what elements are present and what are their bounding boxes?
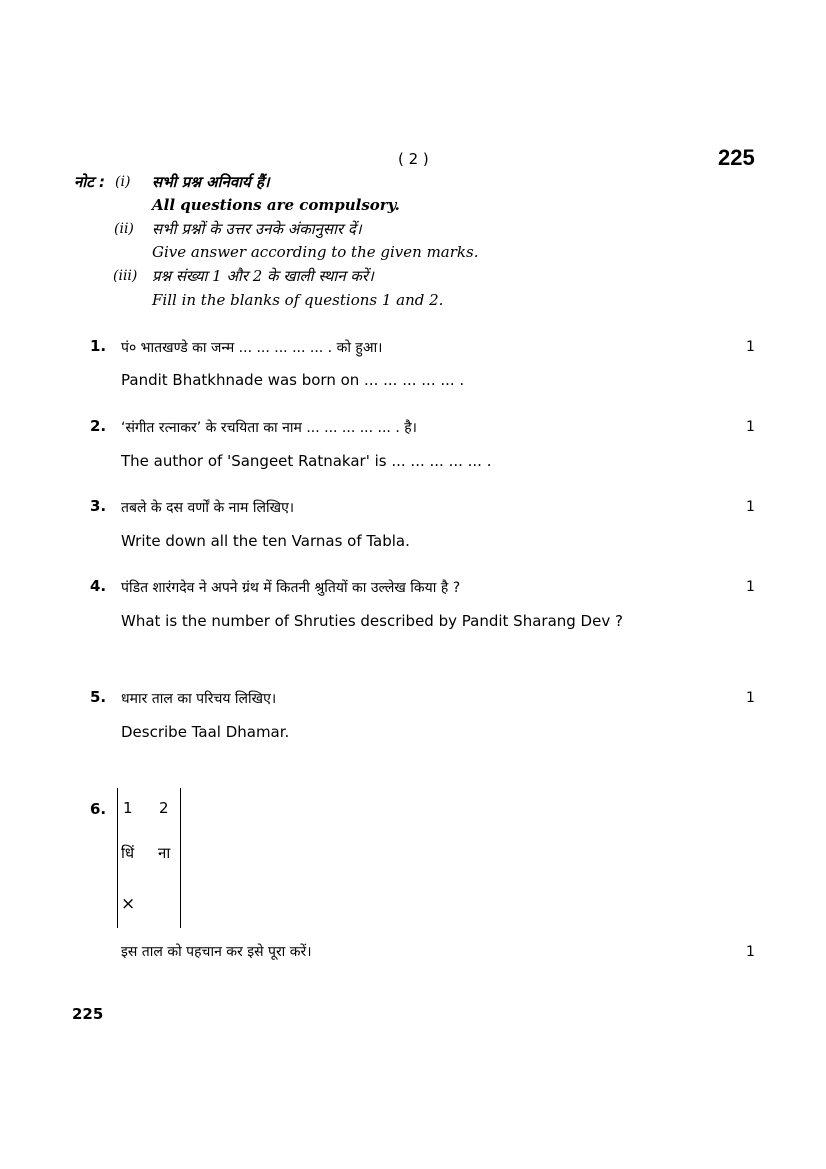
note-3-hindi: प्रश्न संख्या 1 और 2 के खाली स्थान करें। [152,267,374,285]
question-1-english: Pandit Bhatkhnade was born on ... ... ... ... ... . [121,371,465,389]
note-1-english: All questions are compulsory. [152,196,400,214]
question-3-number: 3. [90,497,107,515]
question-6-marks: 1 [746,944,755,960]
note-label: नोट : [74,173,105,191]
question-3-marks: 1 [746,499,755,515]
paper-code-header: 225 [718,145,755,170]
note-3-number: (iii) [113,268,138,284]
taal-bol-1: धिं [121,844,135,862]
question-4-marks: 1 [746,579,755,595]
question-1-hindi: पं० भातखण्डे का जन्म ... ... ... ... ... . को हुआ। [121,340,383,356]
note-2-hindi: सभी प्रश्नों के उत्तर उनके अंकानुसार दें। [152,220,362,238]
note-2-english: Give answer according to the given marks. [152,243,479,261]
question-2-marks: 1 [746,419,755,435]
question-5-english: Describe Taal Dhamar. [121,723,290,741]
question-6-instruction: इस ताल को पहचान कर इसे पूरा करें। [121,944,312,960]
paper-code-footer: 225 [72,1005,104,1023]
taal-beat-1: 1 [123,799,133,817]
note-1-hindi: सभी प्रश्न अनिवार्य हैं। [152,173,270,191]
taal-left-divider [117,788,118,928]
note-1-number: (i) [115,174,131,190]
question-2-english: The author of 'Sangeet Ratnakar' is ... ... ... ... ... . [121,452,492,470]
page-number: ( 2 ) [398,150,429,168]
note-3-english: Fill in the blanks of questions 1 and 2. [152,291,444,309]
taal-bol-2: ना [158,844,171,862]
question-5-hindi: धमार ताल का परिचय लिखिए। [121,691,277,707]
question-3-english: Write down all the ten Varnas of Tabla. [121,532,410,550]
question-4-english: What is the number of Shruties described by Pandit Sharang Dev ? [121,612,623,630]
question-5-marks: 1 [746,690,755,706]
question-1-number: 1. [90,337,107,355]
question-1-marks: 1 [746,339,755,355]
question-2-number: 2. [90,417,107,435]
question-4-number: 4. [90,577,107,595]
taal-right-divider [180,788,181,928]
note-2-number: (ii) [114,221,134,237]
question-2-hindi: ‘संगीत रत्नाकर’ के रचयिता का नाम ... ... ... ... ... . है। [121,420,417,436]
question-6-number: 6. [90,800,107,818]
taal-beat-2: 2 [159,799,169,817]
question-5-number: 5. [90,688,107,706]
question-3-hindi: तबले के दस वर्णों के नाम लिखिए। [121,500,295,516]
sam-mark: × [121,894,136,914]
question-4-hindi: पंडित शारंगदेव ने अपने ग्रंथ में कितनी श्रुतियों का उल्लेख किया है ? [121,580,461,596]
